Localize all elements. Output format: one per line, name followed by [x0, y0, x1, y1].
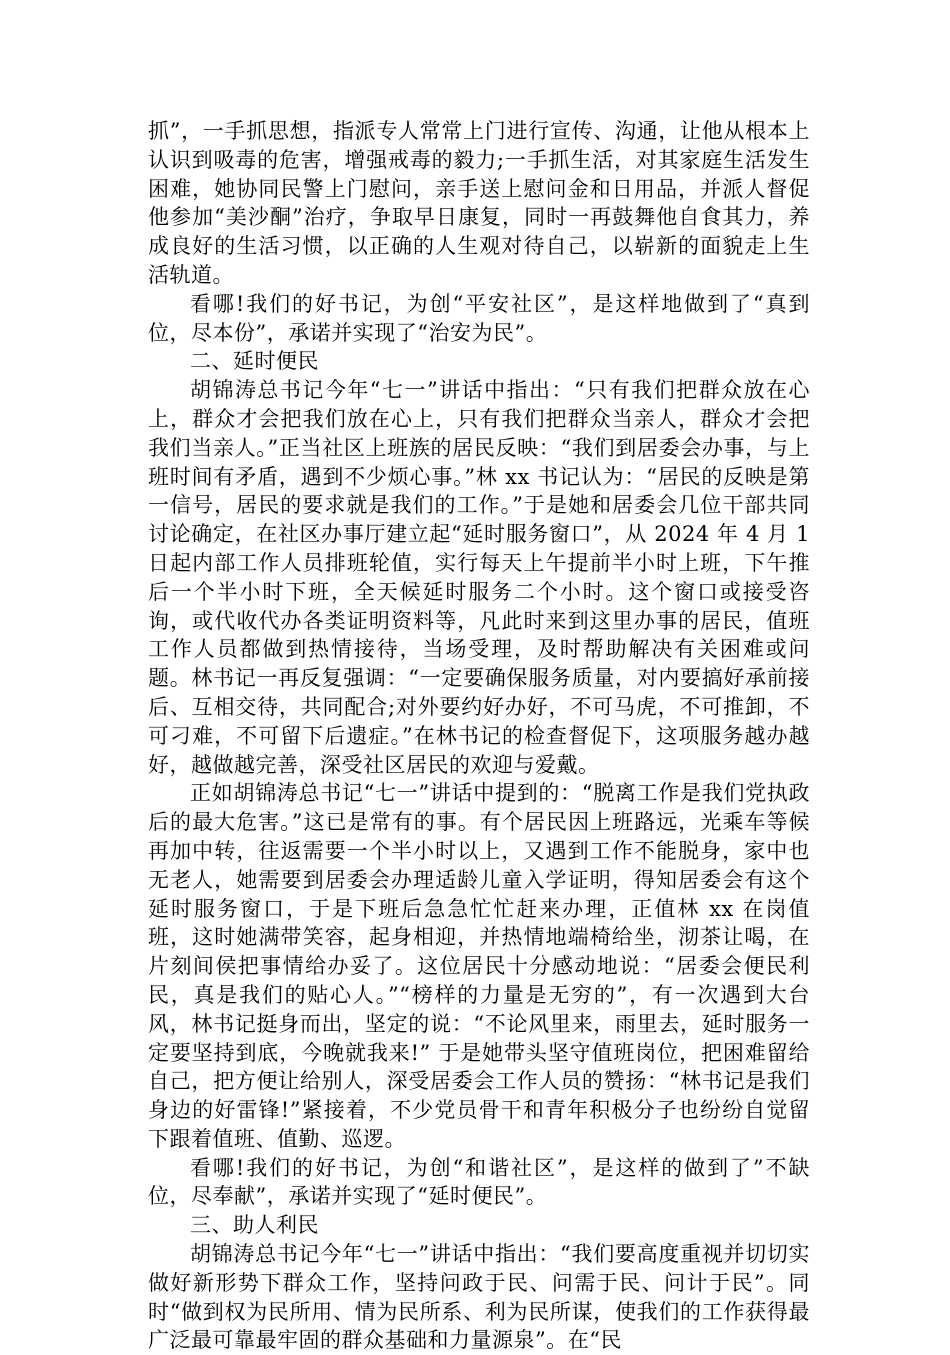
- section-heading-extended-service: 二、延时便民: [190, 349, 319, 374]
- paragraph-drug-rehab-help: 抓”，一手抓思想，指派专人常常上门进行宣传、沟通，让他从根本上认识到吸毒的危害，增强戒毒的毅力;一手抓生活，对其家庭生活发生困难，她协同民警上门慰问，亲手送上慰问金和日用品，并派人督促他参加“美沙酮”治疗，争取早日康复，同时一再鼓舞他自食其力，养成良好的生活习惯，以正确的人生观对待自己，以崭新的面貌走上生活轨道。: [148, 119, 810, 287]
- document-body: [148, 117, 810, 1355]
- section-heading-helping-people: 三、助人利民: [190, 1213, 319, 1238]
- paragraph-safe-community-summary: 看哪!我们的好书记，为创“平安社区”，是这样地做到了“真到位，尽本份”，承诺并实现了“治安为民”。: [148, 291, 810, 345]
- paragraph-extended-service-window: 胡锦涛总书记今年“七一”讲话中指出：“只有我们把群众放在心上，群众才会把我们放在心上，只有我们把群众当亲人，群众才会把我们当亲人。”正当社区上班族的居民反映：“我们到居委会办事，与上班时间有矛盾，遇到不少烦心事。”林 xx 书记认为：“居民的反映是第一信号，居民的要求就是我们的工作。”于是她和居委会几位干部共同讨论确定，在社区办事厅建立起“延时服务窗口”，从 2024 年 4 月 1 日起内部工作人员排班轮值，实行每天上午提前半小时上班，下午推后一个半小时下班，全天候延时服务二个小时。这个窗口或接受咨询，或代收代办各类证明资料等，凡此时来到这里办事的居民，值班工作人员都做到热情接待，当场受理，及时帮助解决有关困难或问题。林书记一再反复强调：“一定要确保服务质量，对内要搞好承前接后、互相交待，共同配合;对外要约好办好，不可马虎，不可推卸，不可刁难，不可留下后遗症。”在林书记的检查督促下，这项服务越办越好，越做越完善，深受社区居民的欢迎与爱戴。: [148, 378, 810, 777]
- paragraph-mass-work: 胡锦涛总书记今年“七一”讲话中指出：“我们要高度重视并切切实做好新形势下群众工作，坚持问政于民、问需于民、问计于民”。同时“做到权为民所用、情为民所系、利为民所谋，使我们的工作获得最广泛最可靠最牢固的群众基础和力量源泉”。在“民: [148, 1242, 810, 1353]
- paragraph-resident-story: 正如胡锦涛总书记“七一”讲话中提到的：“脱离工作是我们党执政后的最大危害。”这已是常有的事。有个居民因上班路远，光乘车等候再加中转，往返需要一个半小时以上，又遇到工作不能脱身，家中也无老人，她需要到居委会办理适龄儿童入学证明，得知居委会有这个延时服务窗口，于是下班后急急忙忙赶来办理，正值林 xx 在岗值班，这时她满带笑容，起身相迎，并热情地端椅给坐，沏茶让喝，在片刻间侯把事情给办妥了。这位居民十分感动地说：“居委会便民利民，真是我们的贴心人。”“榜样的力量是无穷的”，有一次遇到大台风，林书记挺身而出，坚定的说：“不论风里来，雨里去，延时服务一定要坚持到底，今晚就我来!” 于是她带头坚守值班岗位，把困难留给自己，把方便让给别人，深受居委会工作人员的赞扬：“林书记是我们身边的好雷锋!”紧接着，不少党员骨干和青年积极分子也纷纷自觉留下跟着值班、值勤、巡逻。: [148, 781, 810, 1151]
- paragraph-harmonious-community-summary: 看哪!我们的好书记，为创“和谐社区”，是这样的做到了”不缺位，尽奉献”，承诺并实现了“延时便民”。: [148, 1155, 810, 1209]
